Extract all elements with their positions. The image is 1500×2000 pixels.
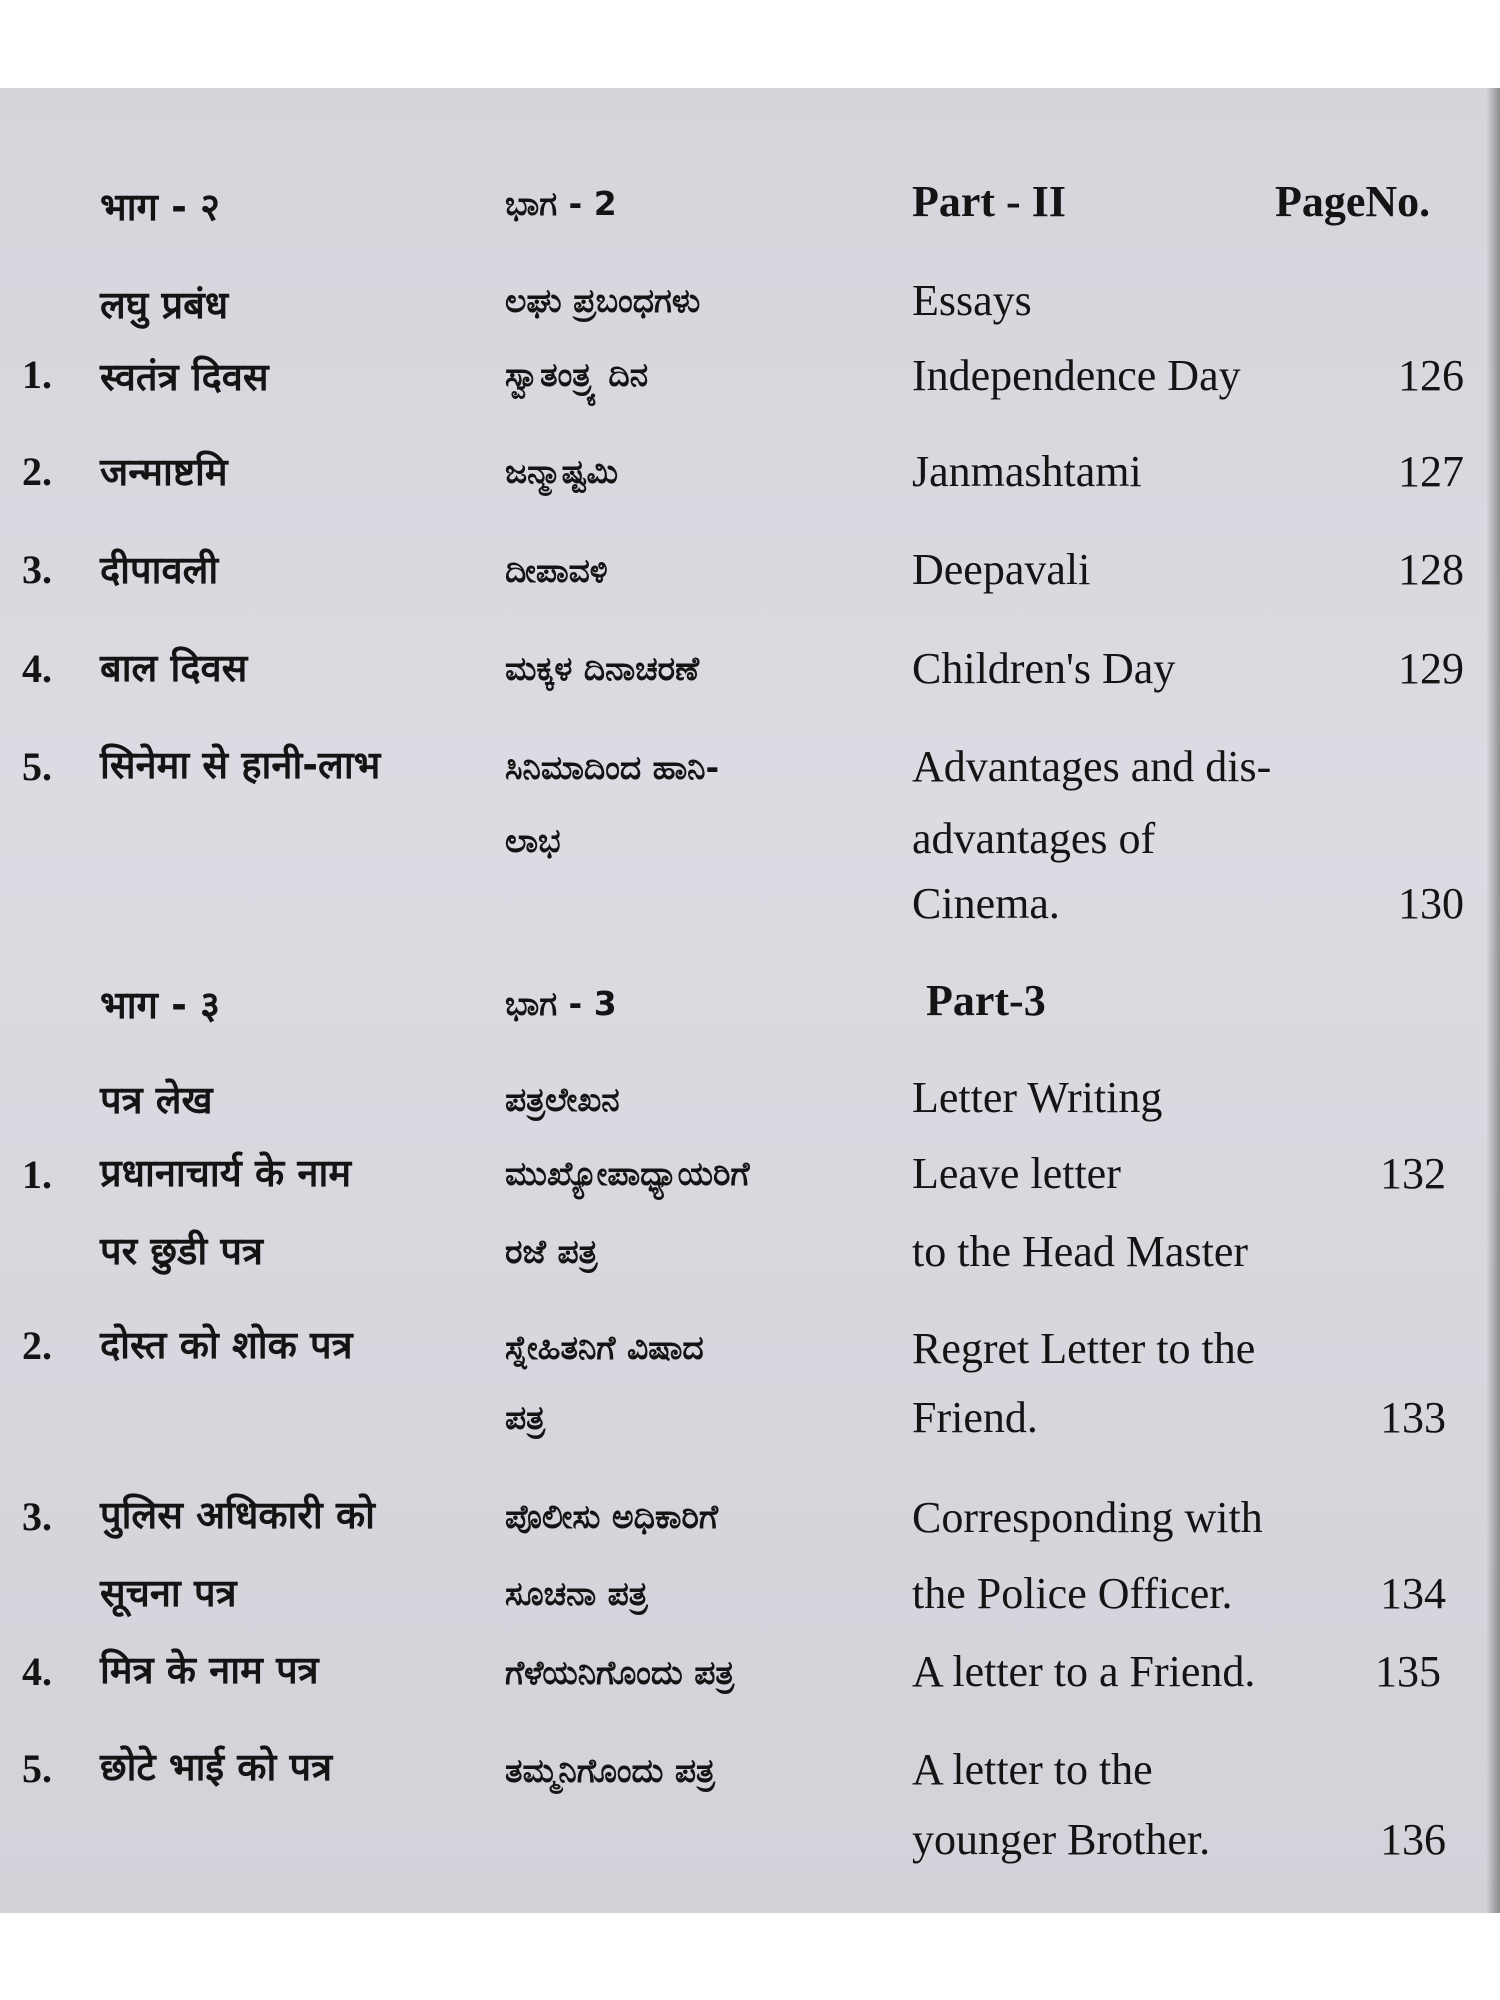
item-english: A letter to the [912, 1745, 1153, 1794]
item-number: 1. [22, 352, 52, 397]
item-number: 4. [22, 1649, 52, 1694]
item-english: Independence Day [912, 351, 1241, 400]
item-english: Advantages and dis- [912, 742, 1272, 791]
item-english: Regret Letter to the [912, 1324, 1256, 1373]
part3-header-kannada: ಭಾಗ - 3 [505, 984, 617, 1023]
item-number: 3. [22, 547, 52, 592]
item-english: Corresponding with [912, 1493, 1263, 1542]
item-kannada-line2: ಪತ್ರ [505, 1398, 546, 1437]
part3-header-hindi: भाग - ३ [100, 983, 220, 1027]
book-page [0, 88, 1500, 1913]
item-english: A letter to a Friend. [912, 1647, 1256, 1696]
item-number: 5. [22, 1746, 52, 1791]
part3-topic-english: Letter Writing [912, 1073, 1163, 1122]
item-number: 3. [22, 1494, 52, 1539]
item-english-line2: to the Head Master [912, 1227, 1248, 1276]
item-page: 135 [1375, 1647, 1441, 1696]
item-page: 129 [1398, 644, 1464, 693]
item-number: 4. [22, 646, 52, 691]
part2-topic-english: Essays [912, 276, 1032, 325]
item-english: Leave letter [912, 1149, 1121, 1198]
item-hindi: सिनेमा से हानी-लाभ [100, 743, 381, 787]
page-number-header: PageNo. [1275, 177, 1431, 226]
item-page: 130 [1398, 879, 1464, 928]
item-hindi: छोटे भाई को पत्र [100, 1745, 333, 1789]
page-edge-shadow [1486, 88, 1500, 1913]
item-kannada: ಗೆಳೆಯನಿಗೊಂದು ಪತ್ರ [505, 1653, 735, 1692]
item-english-line2: advantages of [912, 814, 1156, 863]
item-hindi: बाल दिवस [100, 646, 248, 690]
item-kannada-line2: ಸೂಚನಾ ಪತ್ರ [505, 1574, 648, 1613]
item-page: 134 [1380, 1569, 1446, 1618]
item-hindi: पुलिस अधिकारी को [100, 1493, 376, 1537]
item-english-line3: Cinema. [912, 879, 1060, 928]
item-english: Deepavali [912, 545, 1091, 594]
item-english-line2: Friend. [912, 1393, 1038, 1442]
item-page: 128 [1398, 545, 1464, 594]
item-page: 126 [1398, 351, 1464, 400]
part2-topic-kannada: ಲಘು ಪ್ರಬಂಧಗಳು [505, 281, 701, 320]
item-page: 127 [1398, 447, 1464, 496]
item-hindi: जन्माष्टमि [100, 450, 228, 494]
item-number: 1. [22, 1152, 52, 1197]
item-kannada: ಪೊಲೀಸು ಅಧಿಕಾರಿಗೆ [505, 1497, 719, 1536]
item-kannada-line2: ರಜೆ ಪತ್ರ [505, 1232, 598, 1271]
item-kannada: ದೀಪಾವಳಿ [505, 551, 608, 590]
item-kannada: ಸ್ನೇಹಿತನಿಗೆ ವಿಷಾದ [505, 1328, 704, 1367]
item-kannada: ಮಕ್ಕಳ ದಿನಾಚರಣೆ [505, 649, 700, 688]
item-english-line2: younger Brother. [912, 1815, 1211, 1864]
part2-topic-hindi: लघु प्रबंध [100, 283, 229, 327]
part3-topic-kannada: ಪತ್ರಲೇಖನ [505, 1080, 620, 1119]
item-hindi-line2: पर छुडी पत्र [100, 1229, 263, 1273]
item-english: Janmashtami [912, 447, 1142, 496]
item-kannada: ಸಿನಿಮಾದಿಂದ ಹಾನಿ- [505, 748, 720, 787]
part3-header-english: Part-3 [926, 976, 1046, 1025]
item-page: 136 [1380, 1815, 1446, 1864]
item-number: 2. [22, 449, 52, 494]
item-number: 2. [22, 1323, 52, 1368]
item-hindi-line2: सूचना पत्र [100, 1571, 237, 1615]
item-kannada: ಜನ್ಮಾಷ್ಟಮಿ [505, 452, 619, 491]
item-number: 5. [22, 744, 52, 789]
item-hindi: दोस्त को शोक पत्र [100, 1323, 353, 1367]
item-kannada: ಮುಖ್ಯೋಪಾಧ್ಯಾಯರಿಗೆ [505, 1154, 750, 1193]
item-hindi: दीपावली [100, 548, 219, 592]
item-page: 133 [1380, 1393, 1446, 1442]
item-english: Children's Day [912, 644, 1176, 693]
part2-header-hindi: भाग - २ [100, 185, 220, 229]
item-kannada-line2: ಲಾಭ [505, 821, 561, 860]
item-page: 132 [1380, 1149, 1446, 1198]
part3-topic-hindi: पत्र लेख [100, 1078, 213, 1122]
part2-header-english: Part - II [912, 177, 1066, 226]
item-hindi: स्वतंत्र दिवस [100, 355, 269, 399]
item-kannada: ಸ್ವಾತಂತ್ರ್ಯ ದಿನ [505, 355, 649, 394]
part2-header-kannada: ಭಾಗ - 2 [505, 184, 617, 223]
item-english-line2: the Police Officer. [912, 1569, 1233, 1618]
item-hindi: प्रधानाचार्य के नाम [100, 1151, 352, 1195]
item-kannada: ತಮ್ಮನಿಗೊಂದು ಪತ್ರ [505, 1751, 715, 1790]
item-hindi: मित्र के नाम पत्र [100, 1648, 319, 1692]
